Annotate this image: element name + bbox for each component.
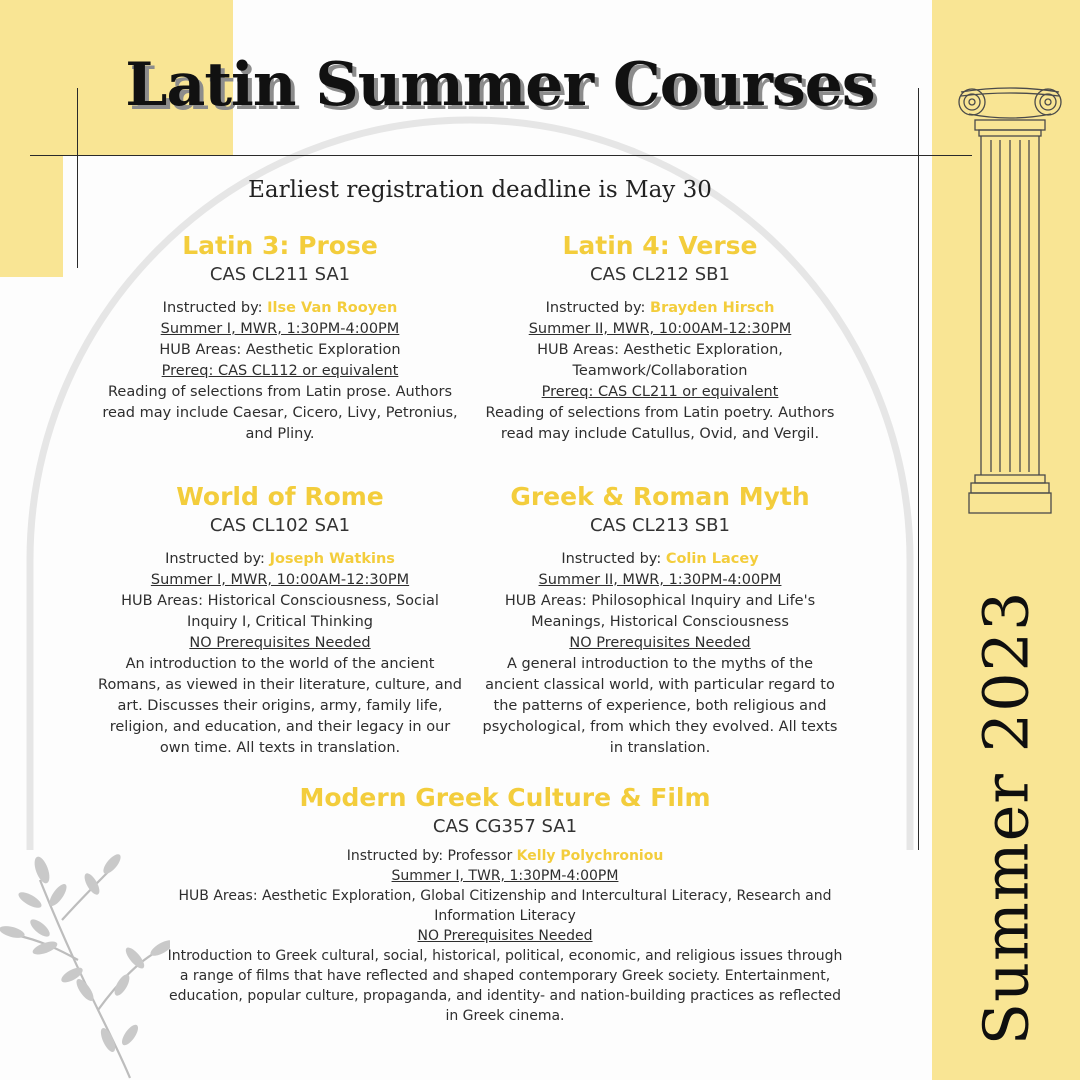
course-code: CAS CG357 SA1 [432, 816, 578, 837]
course-name: World of Rome [176, 482, 384, 511]
course-instructor: Instructed by: Ilse Van Rooyen [162, 300, 398, 316]
course-schedule: Summer I, TWR, 1:30PM-4:00PM [391, 868, 619, 884]
course-description: Reading of selections from Latin prose. Authors read may include Caesar, Cicero, Livy, Petronius, and Pliny. [102, 384, 458, 442]
course-instructor: Instructed by: Joseph Watkins [165, 551, 395, 567]
right-vertical-line [918, 88, 919, 850]
course-prereq: Prereq: CAS CL112 or equivalent [161, 363, 399, 379]
olive-branch-icon [0, 840, 170, 1080]
course-hub-areas: HUB Areas: Aesthetic Exploration [159, 342, 401, 358]
course-schedule: Summer II, MWR, 10:00AM-12:30PM [528, 321, 792, 337]
course-instructor: Instructed by: Brayden Hirsch [545, 300, 775, 316]
course-name: Greek & Roman Myth [510, 482, 810, 511]
page-title: Latin Summer Courses [125, 50, 875, 120]
course-card-latin-4 [480, 230, 840, 445]
course-description: A general introduction to the myths of the ancient classical world, with particular regard to the patterns of experience, both religious and psychological, from which they evolved. All texts in translation. [482, 656, 838, 756]
course-description: Reading of selections from Latin poetry. Authors read may include Catullus, Ovid, and Vergil. [485, 405, 835, 442]
instructor-name: Joseph Watkins [269, 551, 395, 567]
instructor-name: Ilse Van Rooyen [267, 300, 398, 316]
course-name: Modern Greek Culture & Film [299, 783, 711, 812]
course-code: CAS CL212 SB1 [590, 264, 730, 285]
course-name: Latin 3: Prose [182, 231, 378, 260]
course-prereq: NO Prerequisites Needed [189, 635, 371, 651]
course-description: An introduction to the world of the ancient Romans, as viewed in their literature, culture, and art. Discusses their origins, army, family life, religion, and education, and their legacy in our own time. All texts in translation. [98, 656, 462, 756]
course-schedule: Summer I, MWR, 10:00AM-12:30PM [150, 572, 410, 588]
course-hub-areas: HUB Areas: Historical Consciousness, Social Inquiry I, Critical Thinking [121, 593, 439, 630]
registration-deadline: Earliest registration deadline is May 30 [248, 177, 712, 203]
course-schedule: Summer I, MWR, 1:30PM-4:00PM [160, 321, 400, 337]
course-prereq: Prereq: CAS CL211 or equivalent [541, 384, 779, 400]
course-card-modern-greek [165, 782, 845, 1026]
title-rule [30, 155, 972, 156]
yellow-block-left [0, 0, 63, 277]
course-card-latin-3 [95, 230, 465, 445]
course-code: CAS CL213 SB1 [590, 515, 730, 536]
course-prereq: NO Prerequisites Needed [569, 635, 751, 651]
instructor-name: Kelly Polychroniou [516, 848, 664, 864]
course-code: CAS CL211 SA1 [209, 264, 351, 285]
course-instructor: Instructed by: Professor Kelly Polychroniou [346, 848, 664, 864]
course-hub-areas: HUB Areas: Aesthetic Exploration, Teamwork/Collaboration [537, 342, 783, 379]
course-card-world-of-rome [95, 481, 465, 759]
course-name: Latin 4: Verse [562, 231, 758, 260]
course-description: Introduction to Greek cultural, social, historical, political, economic, and religious issues through a range of films that have reflected and shaped contemporary Greek society. Entertainment, education, popular culture, propaganda, and identity- and nation-building practices as reflected in Greek cinema. [167, 948, 843, 1024]
course-schedule: Summer II, MWR, 1:30PM-4:00PM [538, 572, 782, 588]
course-card-greek-roman-myth [480, 481, 840, 759]
instructor-name: Colin Lacey [665, 551, 759, 567]
ionic-column-icon [955, 80, 1065, 520]
course-hub-areas: HUB Areas: Philosophical Inquiry and Life's Meanings, Historical Consciousness [504, 593, 816, 630]
course-code: CAS CL102 SA1 [209, 515, 351, 536]
course-instructor: Instructed by: Colin Lacey [561, 551, 759, 567]
instructor-name: Brayden Hirsch [650, 300, 775, 316]
course-prereq: NO Prerequisites Needed [417, 928, 593, 944]
side-label-text: Summer 2023 [969, 590, 1043, 1046]
course-hub-areas: HUB Areas: Aesthetic Exploration, Global Citizenship and Intercultural Literacy, Research and Information Literacy [178, 888, 832, 924]
